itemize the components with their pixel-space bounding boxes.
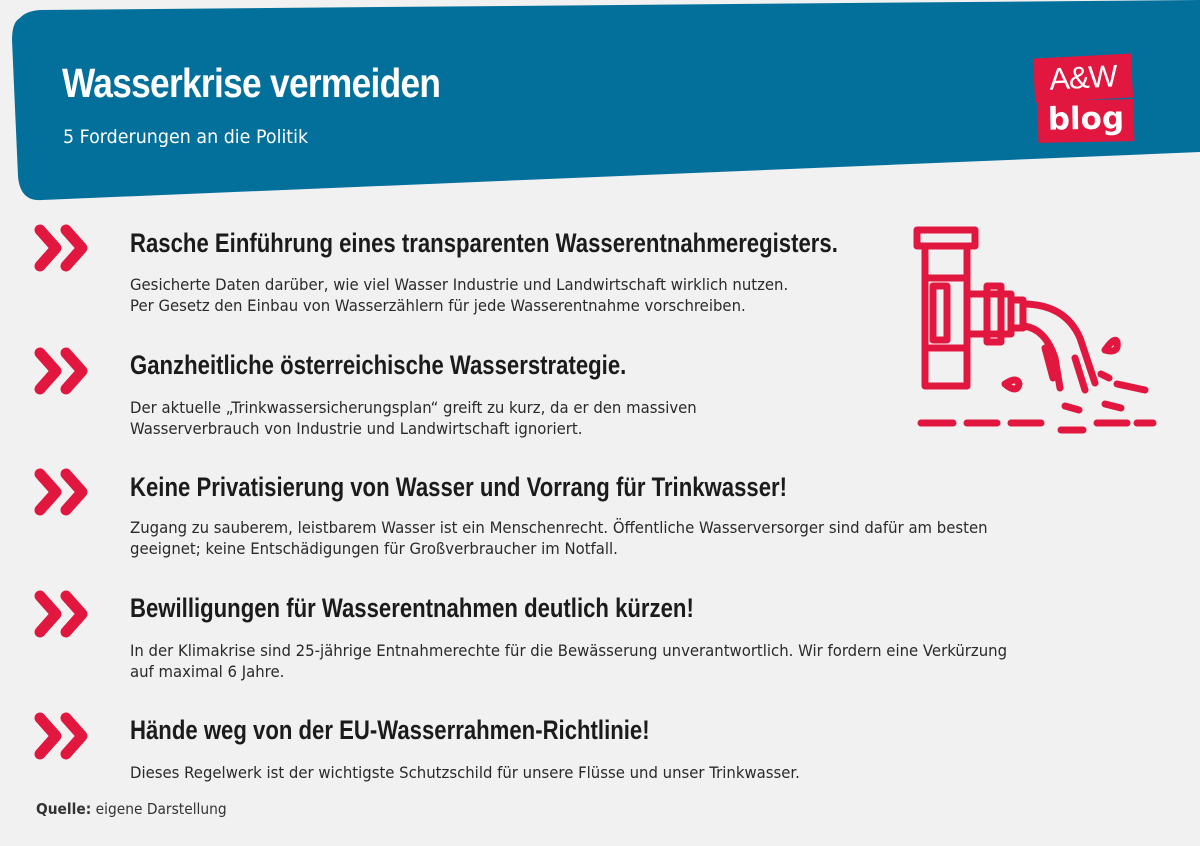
logo-line-aw: A&W — [1033, 53, 1133, 102]
demand-body — [130, 640, 1134, 682]
demand-body-line: In der Klimakrise sind 25-jährige Entnahmerechte für die Bewässerung unverantwortlich. Wir fordern eine Verkürzung — [130, 641, 1008, 660]
demand-body-line: Zugang zu sauberem, leistbarem Wasser ist ein Menschenrecht. Öffentliche Wasserversorger sind dafür am besten — [130, 518, 988, 537]
demand-title: Rasche Einführung eines transparenten Wasserentnahmeregisters. — [130, 228, 838, 258]
demand-body-line: Gesicherte Daten darüber, wie viel Wasser Industrie und Landwirtschaft wirklich nutzen. — [130, 275, 789, 294]
demand-body-line: Wasserverbrauch von Industrie und Landwirtschaft ignoriert. — [130, 419, 583, 438]
demand-body-line: auf maximal 6 Jahre. — [130, 662, 285, 681]
demand-body — [130, 762, 1134, 783]
double-chevron-right-icon — [32, 466, 96, 518]
page-title: Wasserkrise vermeiden — [62, 60, 441, 106]
demand-body-line: Per Gesetz den Einbau von Wasserzählern für jede Wasserentnahme vorschreiben. — [130, 296, 746, 315]
source-note — [36, 800, 227, 818]
header-band — [0, 0, 1200, 220]
demand-title: Hände weg von der EU-Wasserrahmen-Richtlinie! — [130, 715, 650, 745]
logo-line-blog: blog — [1038, 99, 1135, 143]
double-chevron-right-icon — [32, 345, 96, 397]
demand-title: Keine Privatisierung von Wasser und Vorrang für Trinkwasser! — [130, 472, 788, 502]
double-chevron-right-icon — [32, 710, 96, 762]
demand-title: Ganzheitliche österreichische Wasserstrategie. — [130, 350, 627, 380]
demand-body-line: Der aktuelle „Trinkwassersicherungsplan“ greift zu kurz, da er den massiven — [130, 398, 697, 417]
demand-title: Bewilligungen für Wasserentnahmen deutlich kürzen! — [130, 593, 694, 623]
demand-body-line: geeignet; keine Entschädigungen für Großverbraucher im Notfall. — [130, 539, 618, 558]
aw-blog-logo[interactable] — [1030, 56, 1138, 144]
source-text: eigene Darstellung — [95, 800, 227, 818]
double-chevron-right-icon — [32, 588, 96, 640]
page-subtitle: 5 Forderungen an die Politik — [63, 126, 309, 148]
demand-body — [130, 517, 1134, 559]
demand-body-line: Dieses Regelwerk ist der wichtigste Schutzschild für unsere Flüsse und unser Trinkwasser. — [130, 763, 800, 782]
source-label: Quelle: — [36, 800, 92, 818]
water-pipe-leak-icon — [905, 208, 1165, 448]
double-chevron-right-icon — [32, 222, 96, 274]
